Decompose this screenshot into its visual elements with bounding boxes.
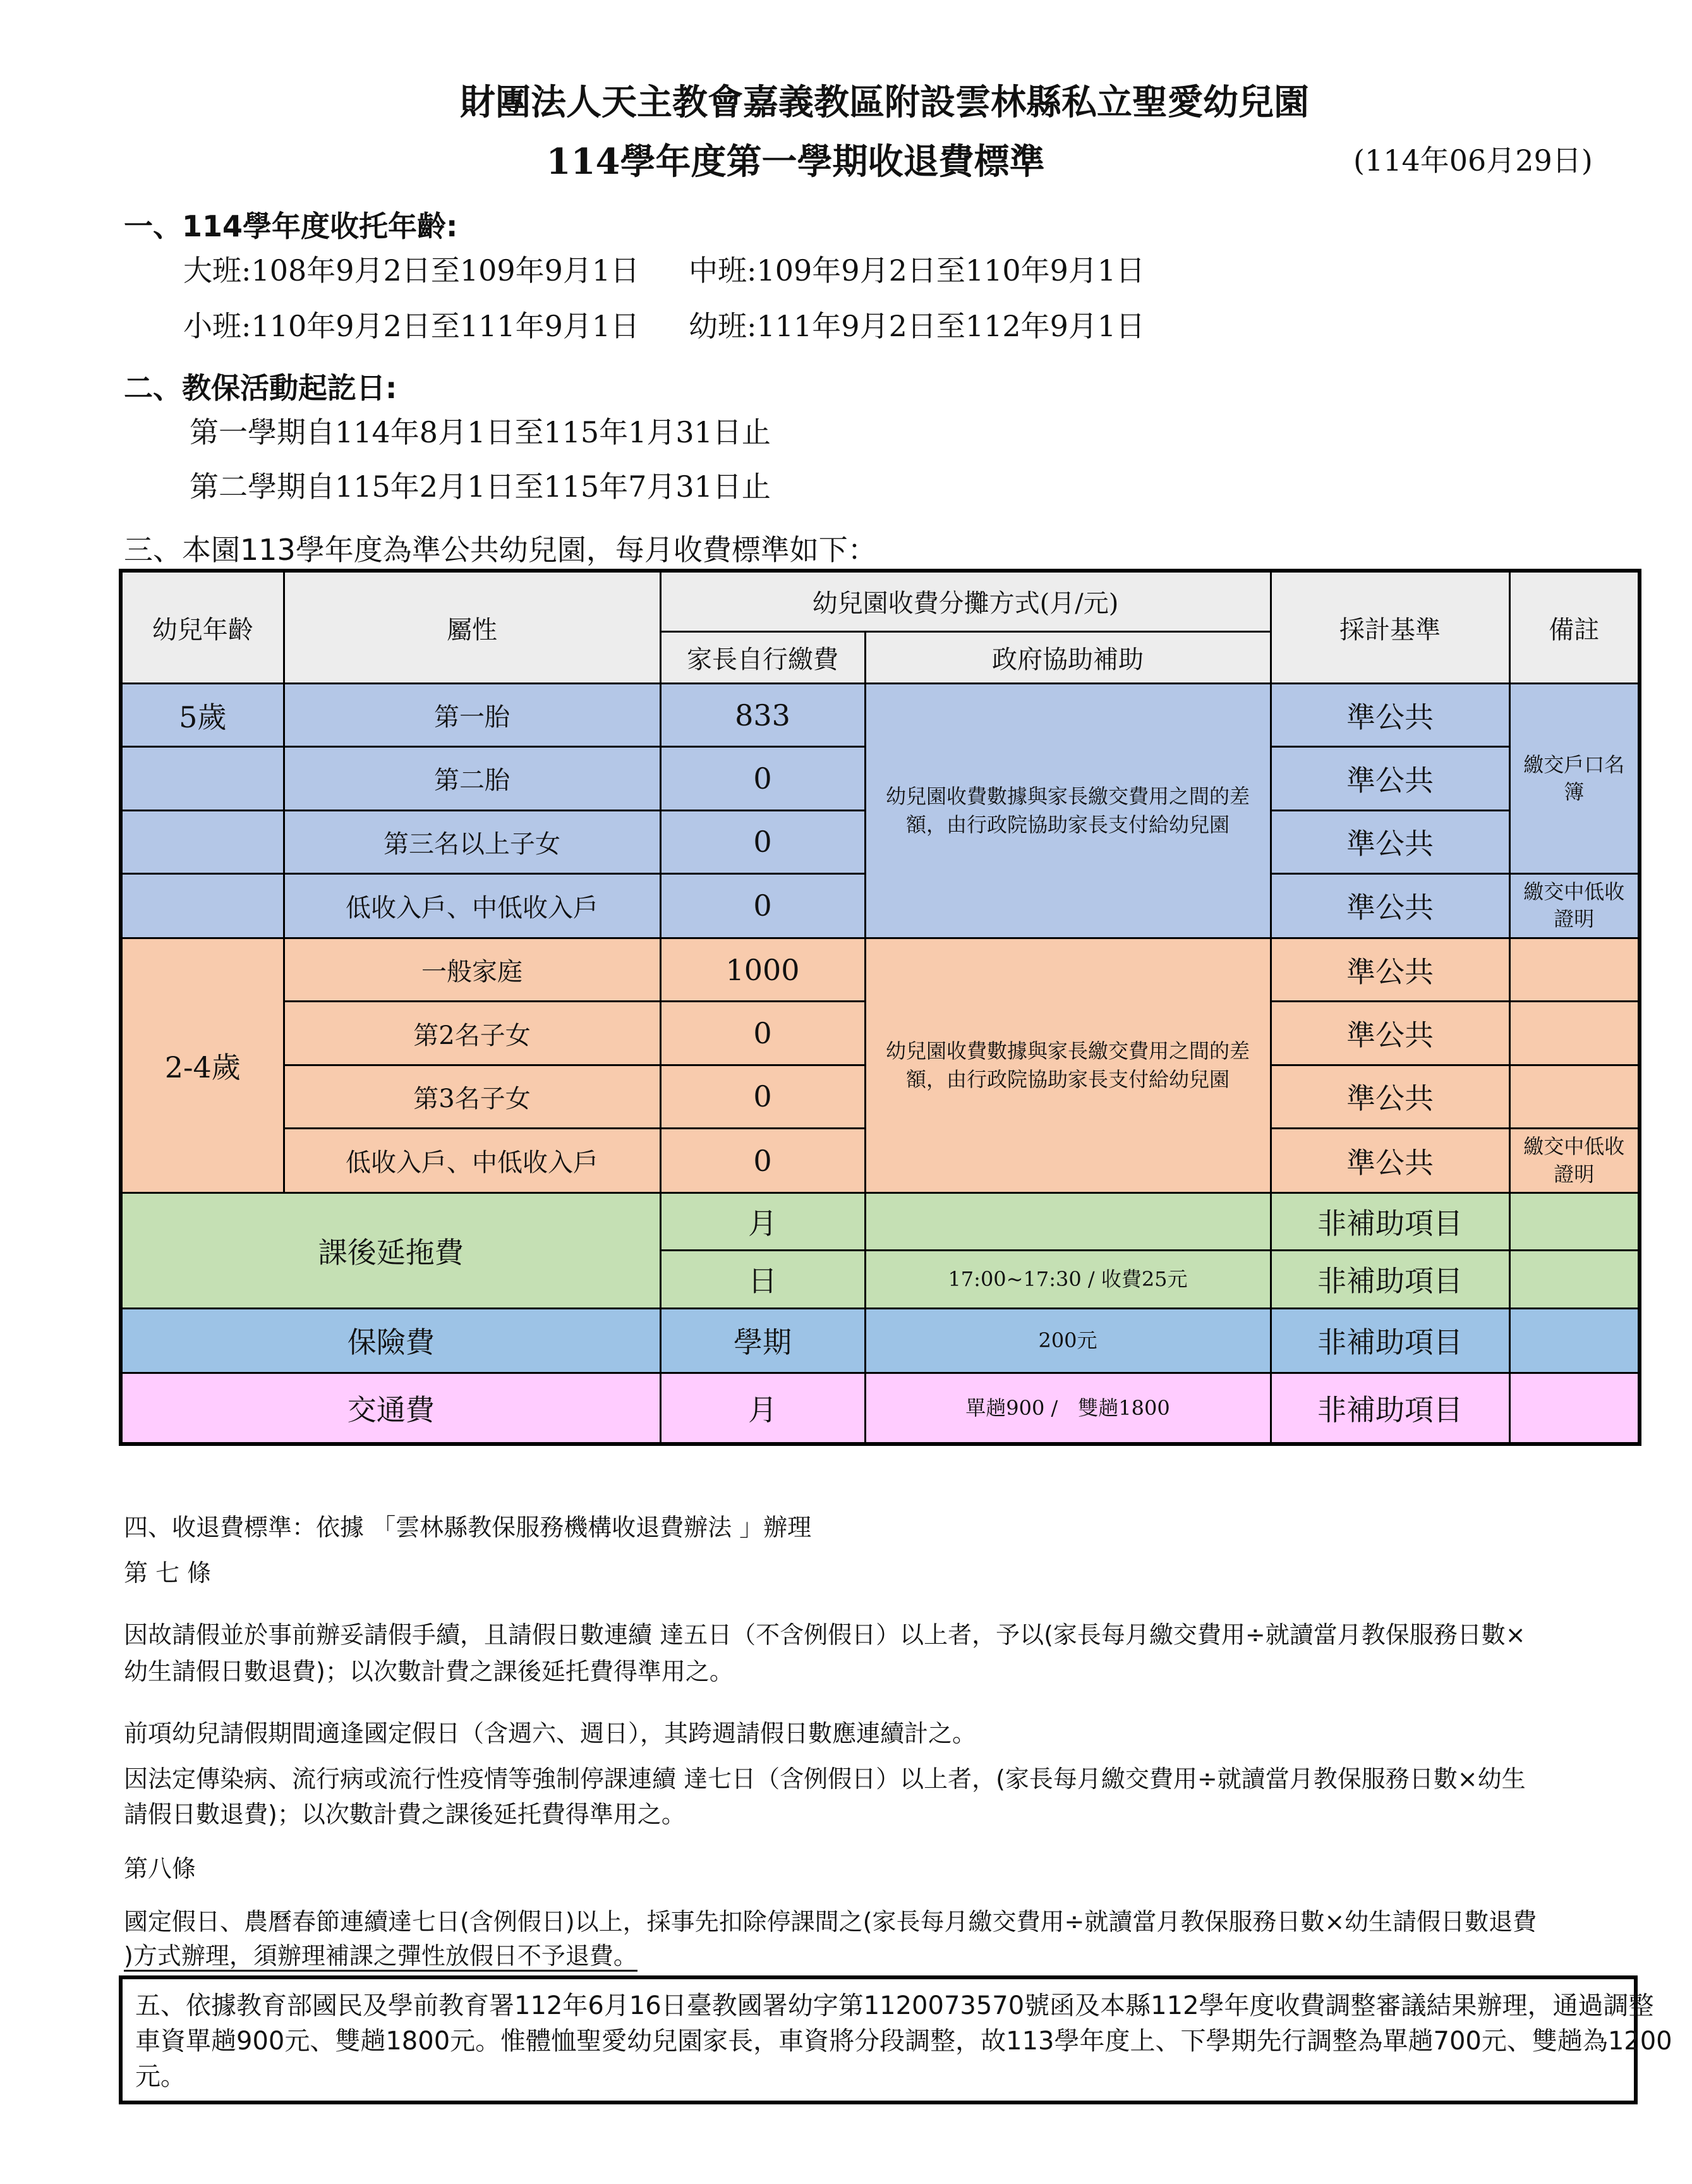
- remark-lowincome-2-4: 繳交中低收證明: [1509, 1128, 1640, 1192]
- row-basis: 準公共: [1271, 684, 1509, 747]
- header-gov-subsidy: 政府協助補助: [865, 631, 1271, 683]
- row-attribute: 第二胎: [284, 747, 660, 810]
- row-parent-pay: 0: [660, 873, 865, 938]
- header-parent-pay: 家長自行繳費: [660, 631, 865, 683]
- after-school-day-detail: 17:00~17:30 / 收費25元: [865, 1250, 1271, 1308]
- header-remarks: 備註: [1509, 571, 1640, 684]
- row-basis: 準公共: [1271, 873, 1509, 938]
- row-attribute: 低收入戶、中低收入戶: [284, 873, 660, 938]
- row-basis: 準公共: [1271, 1002, 1509, 1065]
- article7-p1-line1: 因故請假並於事前辦妥請假手續，且請假日數連續 達五日（不含例假日）以上者，予以(家長每月繳交費用÷就讀當月教保服務日數×: [124, 1621, 1526, 1649]
- section1-heading: 一、114學年度收托年齡:: [124, 209, 458, 243]
- table-row: [121, 684, 1640, 747]
- row-basis: 準公共: [1271, 1065, 1509, 1128]
- insurance-basis: 非補助項目: [1271, 1308, 1509, 1373]
- article7-p3-line2: 請假日數退費)；以次數計費之課後延托費得準用之。: [124, 1800, 686, 1828]
- after-school-label: 課後延拖費: [121, 1193, 660, 1309]
- after-school-month-basis: 非補助項目: [1271, 1193, 1509, 1250]
- after-school-month-unit: 月: [660, 1193, 865, 1250]
- row-parent-pay: 0: [660, 747, 865, 810]
- subsidy-note-5: 幼兒園收費數據與家長繳交費用之間的差額，由行政院協助家長支付給幼兒園: [865, 684, 1271, 938]
- page-subtitle: 114學年度第一學期收退費標準: [546, 141, 1045, 183]
- transport-detail: 單趟900 / 雙趟1800: [865, 1373, 1271, 1444]
- row-attribute: 第2名子女: [284, 1002, 660, 1065]
- table-row: [121, 1193, 1640, 1250]
- section3-heading: 三、本園113學年度為準公共幼兒園，每月收費標準如下：: [124, 533, 877, 567]
- article7-p3-line1: 因法定傳染病、流行病或流行性疫情等強制停課連續 達七日（含例假日）以上者，(家長每月繳交費用÷就讀當月教保服務日數×幼生: [124, 1765, 1526, 1793]
- insurance-detail: 200元: [865, 1308, 1271, 1373]
- transport-basis: 非補助項目: [1271, 1373, 1509, 1444]
- row-basis: 準公共: [1271, 747, 1509, 810]
- section5-line2: 車資單趟900元、雙趟1800元。惟體恤聖愛幼兒園家長，車資將分段調整，故113學年度上、下學期先行調整為單趟700元、雙趟為1200: [135, 2027, 1672, 2056]
- transport-label: 交通費: [121, 1373, 660, 1444]
- article8-p4-line1: 國定假日、農曆春節連續達七日(含例假日)以上，採事先扣除停課間之(家長每月繳交費用÷就讀當月教保服務日數×幼生請假日數退費: [124, 1908, 1537, 1936]
- table-row: [121, 1373, 1640, 1444]
- insurance-label: 保險費: [121, 1308, 660, 1373]
- row-basis: 準公共: [1271, 810, 1509, 873]
- remark-lowincome-5: 繳交中低收證明: [1509, 873, 1640, 938]
- age-middle-class: 中班:109年9月2日至110年9月1日: [689, 253, 1145, 288]
- subsidy-note-2-4: 幼兒園收費數據與家長繳交費用之間的差額，由行政院協助家長支付給幼兒園: [865, 938, 1271, 1193]
- row-basis: 準公共: [1271, 1128, 1509, 1192]
- transport-unit: 月: [660, 1373, 865, 1444]
- table-row: [121, 1308, 1640, 1373]
- header-attribute: 屬性: [284, 571, 660, 684]
- row-attribute: 第一胎: [284, 684, 660, 747]
- table-row: [121, 938, 1640, 1002]
- row-attribute: 低收入戶、中低收入戶: [284, 1128, 660, 1192]
- page-title: 財團法人天主教會嘉義教區附設雲林縣私立聖愛幼兒園: [460, 82, 1309, 123]
- age-toddler-class: 幼班:111年9月2日至112年9月1日: [689, 309, 1145, 343]
- row-parent-pay: 0: [660, 810, 865, 873]
- row-attribute: 一般家庭: [284, 938, 660, 1002]
- section5-line1: 五、依據教育部國民及學前教育署112年6月16日臺教國署幼字第1120073570號函及本縣112學年度收費調整審議結果辦理，通過調整: [135, 1991, 1654, 2020]
- header-age: 幼兒年齡: [121, 571, 284, 684]
- section5-line3: 元。: [135, 2062, 186, 2091]
- section5-box: [119, 1975, 1672, 2104]
- remark-household: 繳交戶口名簿: [1509, 684, 1640, 874]
- row-parent-pay: 0: [660, 1002, 865, 1065]
- after-school-day-unit: 日: [660, 1250, 865, 1308]
- row-parent-pay: 0: [660, 1065, 865, 1128]
- article7-label: 第 七 條: [124, 1559, 212, 1587]
- insurance-unit: 學期: [660, 1308, 865, 1373]
- age-2-4-label: 2-4歲: [121, 938, 284, 1193]
- fee-table: [119, 569, 1641, 1446]
- row-basis: 準公共: [1271, 938, 1509, 1002]
- header-basis: 採計基準: [1271, 571, 1509, 684]
- article8-p4-line2-text: )方式辦理，須辦理補課之彈性放假日不予退費。: [124, 1942, 638, 1972]
- age-big-class: 大班:108年9月2日至109年9月1日: [183, 253, 640, 288]
- row-attribute: 第三名以上子女: [284, 810, 660, 873]
- term2-dates: 第二學期自115年2月1日至115年7月31日止: [190, 470, 771, 504]
- article8-label: 第八條: [124, 1855, 196, 1883]
- article8-p4-line2: [124, 1936, 638, 1971]
- section2-heading: 二、教保活動起訖日:: [124, 371, 397, 405]
- age-small-class: 小班:110年9月2日至111年9月1日: [183, 309, 640, 343]
- row-parent-pay: 1000: [660, 938, 865, 1002]
- row-parent-pay: 0: [660, 1128, 865, 1192]
- term1-dates: 第一學期自114年8月1日至115年1月31日止: [190, 415, 771, 449]
- article7-p2: 前項幼兒請假期間適逢國定假日（含週六、週日），其跨週請假日數應連續計之。: [124, 1720, 977, 1747]
- after-school-day-basis: 非補助項目: [1271, 1250, 1509, 1308]
- row-parent-pay: 833: [660, 684, 865, 747]
- article7-p1-line2: 幼生請假日數退費)；以次數計費之課後延托費得準用之。: [124, 1658, 734, 1685]
- section4-heading: 四、收退費標準：依據 「雲林縣教保服務機構收退費辦法 」辦理: [124, 1514, 812, 1541]
- header-fee-split: 幼兒園收費分攤方式(月/元): [660, 571, 1271, 631]
- age-5-label: 5歲: [121, 684, 284, 747]
- document-date: (114年06月29日): [1353, 143, 1593, 178]
- row-attribute: 第3名子女: [284, 1065, 660, 1128]
